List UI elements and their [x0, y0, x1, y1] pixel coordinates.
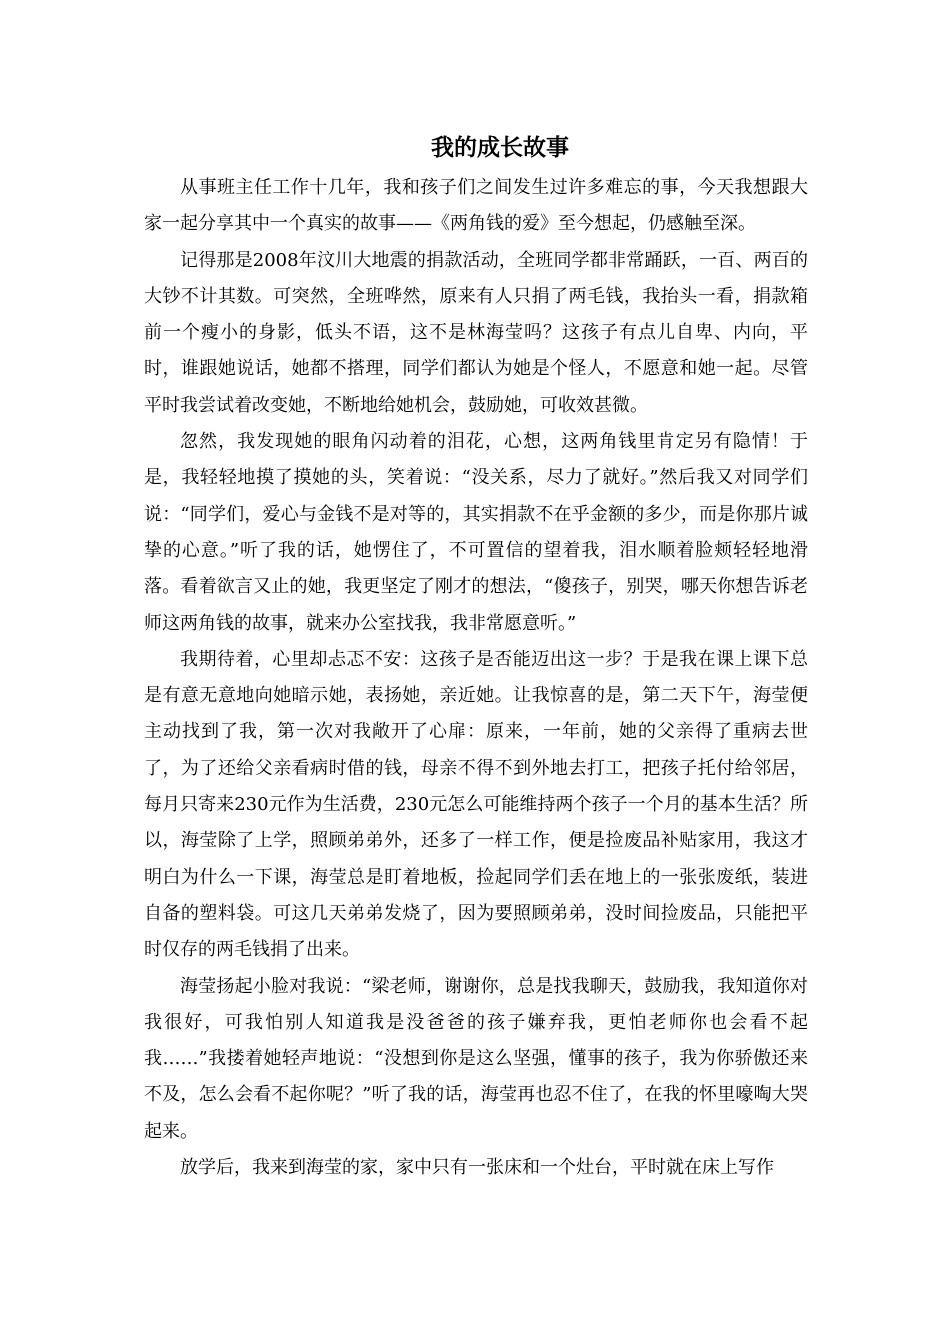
paragraph-tears: 忽然，我发现她的眼角闪动着的泪花，心想，这两角钱里肯定另有隐情！于是，我轻轻地摸了摸她的头，笑着说：“没关系，尽力了就好。”然后我又对同学们说：“同学们，爱心与金钱不是对等的，其实捐款不在乎金额的多少，而是你那片诚挚的心意。”听了我的话，她愣住了，不可置信的望着我，泪水顺着脸颊轻轻地滑落。看着欲言又止的她，我更坚定了刚才的想法，“傻孩子，别哭，哪天你想告诉老师这两角钱的故事，就来办公室找我，我非常愿意听。”: [144, 431, 808, 634]
paragraph-intro: 从事班主任工作十几年，我和孩子们之间发生过许多难忘的事，今天我想跟大家一起分享其中一个真实的故事——《两角钱的爱》至今想起，仍感触至深。: [144, 177, 808, 235]
paragraph-confession: 我期待着，心里却忐忑不安：这孩子是否能迈出这一步？于是我在课上课下总是有意无意地向她暗示她，表扬她，亲近她。让我惊喜的是，第二天下午，海莹便主动找到了我，第一次对我敞开了心扉：原来，一年前，她的父亲得了重病去世了，为了还给父亲看病时借的钱，母亲不得不到外地去打工，把孩子托付给邻居，每月只寄来230元作为生活费，230元怎么可能维持两个孩子一个月的基本生活？所以，海莹除了上学，照顾弟弟外，还多了一样工作，便是捡废品补贴家用，我这才明白为什么一下课，海莹总是盯着地板，捡起同学们丢在地上的一张张废纸，装进自备的塑料袋。可这几天弟弟发烧了，因为要照顾弟弟，没时间捡废品，只能把平时仅存的两毛钱捐了出来。: [144, 648, 808, 961]
paragraph-home-visit: 放学后，我来到海莹的家，家中只有一张床和一个灶台，平时就在床上写作: [180, 1157, 774, 1179]
paragraph-conversation: 海莹扬起小脸对我说：“梁老师，谢谢你，总是找我聊天，鼓励我，我知道你对我很好，可我怕别人知道我是没爸爸的孩子嫌弃我，更怕老师你也会看不起我……”我搂着她轻声地说：“没想到你是这么坚强，懂事的孩子，我为你骄傲还来不及，怎么会看不起你呢？”听了我的话，海莹再也忍不住了，在我的怀里嚎啕大哭起来。: [144, 975, 808, 1142]
document-body: [144, 170, 808, 1186]
paragraph-donation: 记得那是2008年汶川大地震的捐款活动，全班同学都非常踊跃，一百、两百的大钞不计其数。可突然，全班哗然，原来有人只捐了两毛钱，我抬头一看，捐款箱前一个瘦小的身影，低头不语，这不是林海莹吗？这孩子有点儿自卑、内向，平时，谁跟她说话，她都不搭理，同学们都认为她是个怪人，不愿意和她一起。尽管平时我尝试着改变她，不断地给她机会，鼓励她，可收效甚微。: [144, 249, 808, 416]
document-title: 我的成长故事: [431, 135, 569, 161]
